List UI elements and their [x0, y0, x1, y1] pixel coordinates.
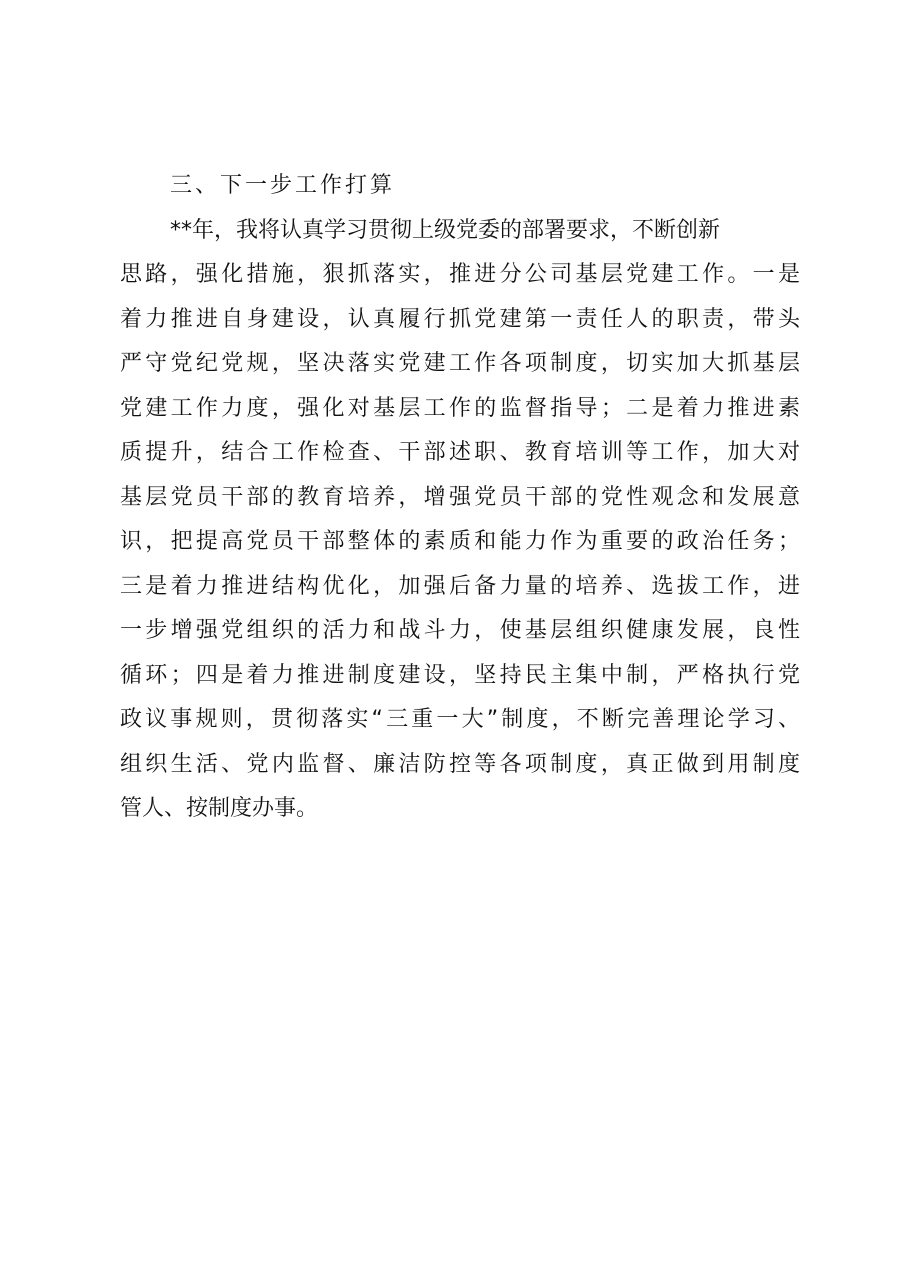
paragraph-line: 思路，强化措施，狠抓落实，推进分公司基层党建工作。一是 — [120, 262, 800, 287]
paragraph-line: 一步增强党组织的活力和战斗力，使基层组织健康发展，良性 — [120, 618, 800, 643]
paragraph-line: 着力推进自身建设，认真履行抓党建第一责任人的职责，带头 — [120, 306, 800, 332]
section-heading: 三、下一步工作打算 — [170, 173, 396, 198]
paragraph-line: 党建工作力度，强化对基层工作的监督指导；二是着力推进素 — [120, 395, 800, 421]
paragraph-line: 管人、按制度办事。 — [120, 796, 319, 821]
paragraph-line: 循环；四是着力推进制度建设，坚持民主集中制，严格执行党 — [120, 662, 800, 688]
paragraph-line: 识，把提高党员干部整体的素质和能力作为重要的政治任务； — [120, 529, 800, 554]
paragraph-line: 基层党员干部的教育培养，增强党员干部的党性观念和发展意 — [120, 484, 800, 510]
paragraph-line: **年，我将认真学习贯彻上级党委的部署要求，不断创新 — [170, 217, 721, 243]
paragraph-line: 组织生活、党内监督、廉洁防控等各项制度，真正做到用制度 — [120, 751, 800, 777]
paragraph-line: 严守党纪党规，坚决落实党建工作各项制度，切实加大抓基层 — [120, 351, 800, 376]
document-body — [120, 164, 800, 832]
paragraph-line: 政议事规则，贯彻落实“三重一大”制度，不断完善理论学习、 — [120, 707, 800, 732]
paragraph-line: 质提升，结合工作检查、干部述职、教育培训等工作，加大对 — [120, 440, 800, 465]
paragraph-line: 三是着力推进结构优化，加强后备力量的培养、选拔工作，进 — [120, 573, 800, 599]
